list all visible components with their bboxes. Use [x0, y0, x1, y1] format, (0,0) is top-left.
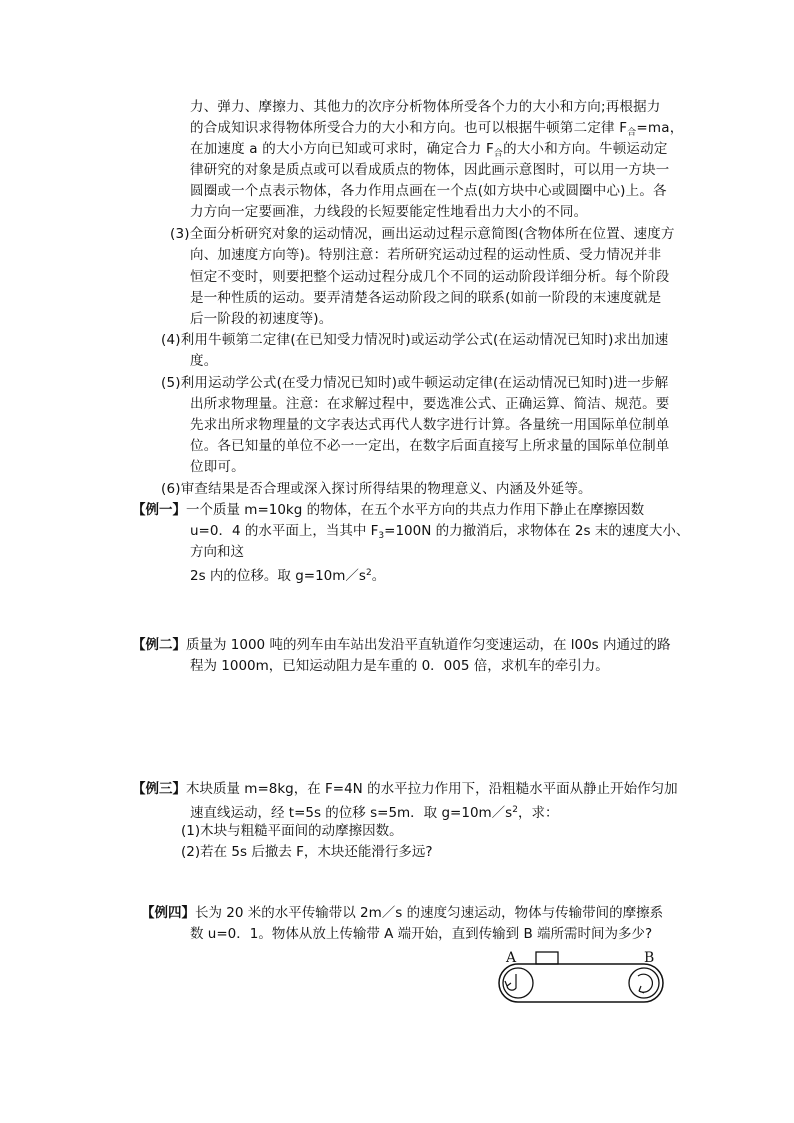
example-1-line-3: 方向和这: [190, 544, 244, 560]
step3-line-5: 后一阶段的初速度等)。: [190, 311, 333, 327]
example-4-line-2: 数 u=0．1。物体从放上传输带 A 端开始，直到传输到 B 端所需时间为多少?: [190, 926, 653, 942]
example-1-line-1: 【例一】一个质量 m=10kg 的物体，在五个水平方向的共点力作用下静止在摩擦因数: [132, 502, 645, 518]
pulley-a: [503, 968, 533, 998]
intro-line-4: 律研究的对象是质点或可以看成质点的物体，因此画示意图时，可以用一方块一: [190, 162, 670, 178]
step4-line-1: (4)利用牛顿第二定律(在已知受力情况时)或运动学公式(在运动情况已知时)求出加速: [161, 332, 669, 348]
step3-line-3: 恒定不变时，则要把整个运动过程分成几个不同的运动阶段详细分析。每个阶段: [190, 269, 670, 285]
step6-line-1: (6)审查结果是否合理或深入探讨所得结果的物理意义、内涵及外延等。: [161, 481, 592, 497]
example-1-line-2: u=0．4 的水平面上，当其中 $F_3=100N$ 的力撤消后，求物体在 2s 末的速度大小、: [190, 523, 690, 541]
conveyor-belt-diagram: [496, 946, 666, 1006]
example-1-line-4: 2s 内的位移。取 $g=10m/s^2$。: [190, 568, 386, 584]
step5-line-5: 位即可。: [190, 459, 245, 475]
example-1-label: 【例一】: [132, 502, 186, 518]
intro-line-3: 在加速度 a 的大小方向已知或可求时，确定合力 $F_合$的大小和方向。牛顿运动定: [190, 141, 668, 159]
intro-line-6: 力方向一定要画准，力线段的长短要能定性地看出力大小的不同。: [190, 204, 588, 220]
example-4-line-1: 【例四】长为 20 米的水平传输带以 2m／s 的速度匀速运动，物体与传输带间的摩擦系: [141, 905, 664, 921]
example-3-line-1: 【例三】木块质量 m=8kg，在 F=4N 的水平拉力作用下，沿粗糙水平面从静止开始作匀加: [132, 781, 678, 797]
rotation-arrow-a-icon: [507, 974, 516, 990]
pulley-b: [629, 968, 659, 998]
step3-line-2: 向、加速度方向等)。特别注意：若所研究运动过程的运动性质、受力情况并非: [190, 247, 662, 263]
block-on-belt: [536, 952, 558, 964]
step5-line-4: 位。各已知量的单位不必一一定出，在数字后面直接写上所求量的国际单位制单: [190, 438, 670, 454]
step3-line-4: 是一种性质的运动。要弄清楚各运动阶段之间的联系(如前一阶段的末速度就是: [190, 290, 662, 306]
example-3-question-2: (2)若在 5s 后撤去 F，木块还能滑行多远?: [181, 844, 433, 860]
example-2-line-1: 【例二】质量为 1000 吨的列车由车站出发沿平直轨道作匀变速运动，在 l00s 内通过的路: [132, 637, 671, 653]
end-b-label: B: [644, 950, 655, 966]
example-2-line-2: 程为 1000m，已知运动阻力是车重的 0．005 倍，求机车的牵引力。: [190, 658, 609, 674]
step5-line-2: 出所求物理量。注意：在求解过程中，要选准公式、正确运算、简洁、规范。要: [190, 396, 670, 412]
step3-line-1: (3)全面分析研究对象的运动情况，画出运动过程示意简图(含物体所在位置、速度方: [170, 226, 675, 242]
example-4-label: 【例四】: [141, 905, 195, 921]
step5-line-1: (5)利用运动学公式(在受力情况已知时)或牛顿运动定律(在运动情况已知时)进一步解: [161, 375, 669, 391]
step5-line-3: 先求出所求物理量的文字表达式再代人数字进行计算。各量统一用国际单位制单: [190, 417, 670, 433]
end-a-label: A: [506, 950, 517, 966]
example-3-line-2: 速直线运动，经 t=5s 的位移 s=5m．取 $g=10m/s^2$，求：: [190, 805, 559, 821]
example-3-label: 【例三】: [132, 781, 186, 797]
example-2-label: 【例二】: [132, 637, 186, 653]
example-3-question-1: (1)木块与粗糙平面间的动摩擦因数。: [181, 823, 403, 839]
step4-line-2: 度。: [190, 353, 218, 369]
intro-line-2: 的合成知识求得物体所受合力的大小和方向。也可以根据牛顿第二定律 $F_合=ma$，: [190, 120, 684, 138]
intro-line-1: 力、弹力、摩擦力、其他力的次序分析物体所受各个力的大小和方向;再根据力: [190, 99, 661, 115]
intro-line-5: 圆圈或一个点表示物体，各力作用点画在一个点(如方块中心或圆圈中心)上。各: [190, 183, 667, 199]
